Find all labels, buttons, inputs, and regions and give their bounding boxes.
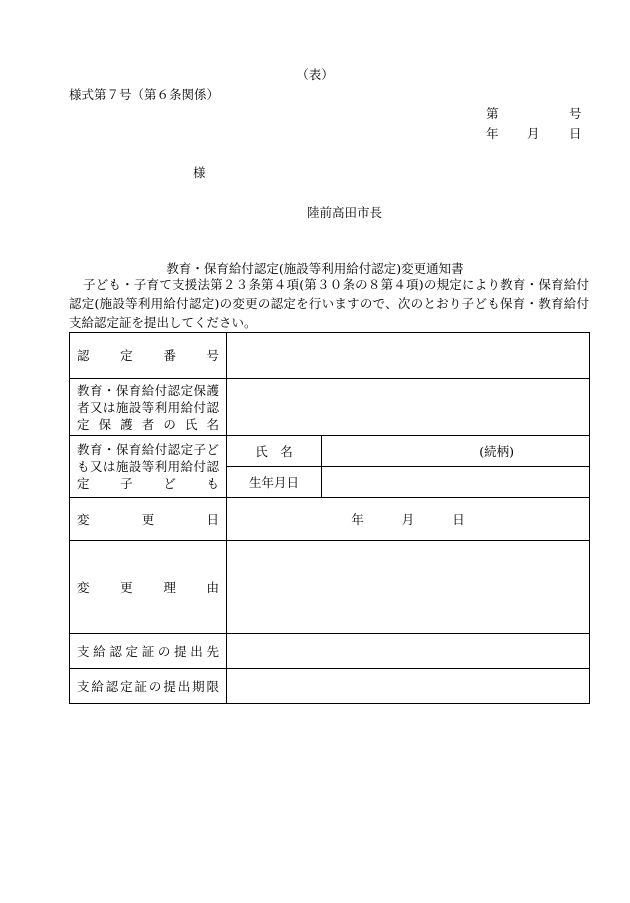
certification-number-label: 認 定 番 号	[70, 333, 227, 379]
row-submission-destination	[70, 634, 590, 669]
submission-destination-value	[227, 634, 590, 669]
child-name-label: 氏 名	[227, 436, 322, 467]
issuer-name: 陸前高田市長	[307, 205, 383, 220]
change-date-month: 月	[401, 512, 415, 527]
guardian-name-value	[227, 379, 590, 436]
row-submission-deadline	[70, 669, 590, 704]
change-date-year: 年	[351, 512, 364, 527]
row-certification-number	[70, 333, 590, 379]
guardian-name-label: 教育・保育給付認定保護者又は施設等利用給付認定保護者の氏名	[70, 379, 227, 436]
change-details-table	[69, 332, 590, 704]
submission-deadline-label: 支給認定証の提出期限	[70, 669, 227, 704]
issue-date-year: 年	[486, 126, 499, 141]
row-child-name	[70, 436, 590, 467]
issue-date-day: 日	[569, 126, 582, 141]
notice-body-text: 子ども・子育て支援法第２３条第４項(第３０条の８第４項)の規定により教育・保育給付認定(施設等利用給付認定)の変更の認定を行いますので、次のとおり子ども保育・教育給付支給認定証を提出してください。	[69, 277, 589, 330]
certification-number-value	[227, 333, 590, 379]
relationship-label: (続柄)	[322, 436, 590, 467]
change-date-label: 変 更 日	[70, 498, 227, 541]
birthdate-label: 生年月日	[227, 467, 322, 498]
addressee-suffix: 様	[193, 165, 206, 180]
child-label: 教育・保育給付認定子ども又は施設等利用給付認定子ども	[70, 436, 227, 498]
row-change-date	[70, 498, 590, 541]
change-reason-value	[227, 541, 590, 634]
document-number-suffix: 号	[569, 106, 582, 121]
row-guardian-name	[70, 379, 590, 436]
row-change-reason	[70, 541, 590, 634]
change-reason-label: 変 更 理 由	[70, 541, 227, 634]
change-date-value	[227, 498, 590, 541]
form-number: 様式第７号（第６条関係）	[69, 87, 220, 102]
submission-destination-label: 支給認定証の提出先	[70, 634, 227, 669]
document-number-prefix: 第	[486, 106, 499, 121]
submission-deadline-value	[227, 669, 590, 704]
document-title: 教育・保育給付認定(施設等利用給付認定)変更通知書	[166, 261, 464, 276]
issue-date-month: 月	[527, 126, 540, 141]
page-side-label: （表）	[296, 67, 334, 82]
birthdate-value	[322, 467, 590, 498]
change-date-day: 日	[452, 512, 465, 527]
